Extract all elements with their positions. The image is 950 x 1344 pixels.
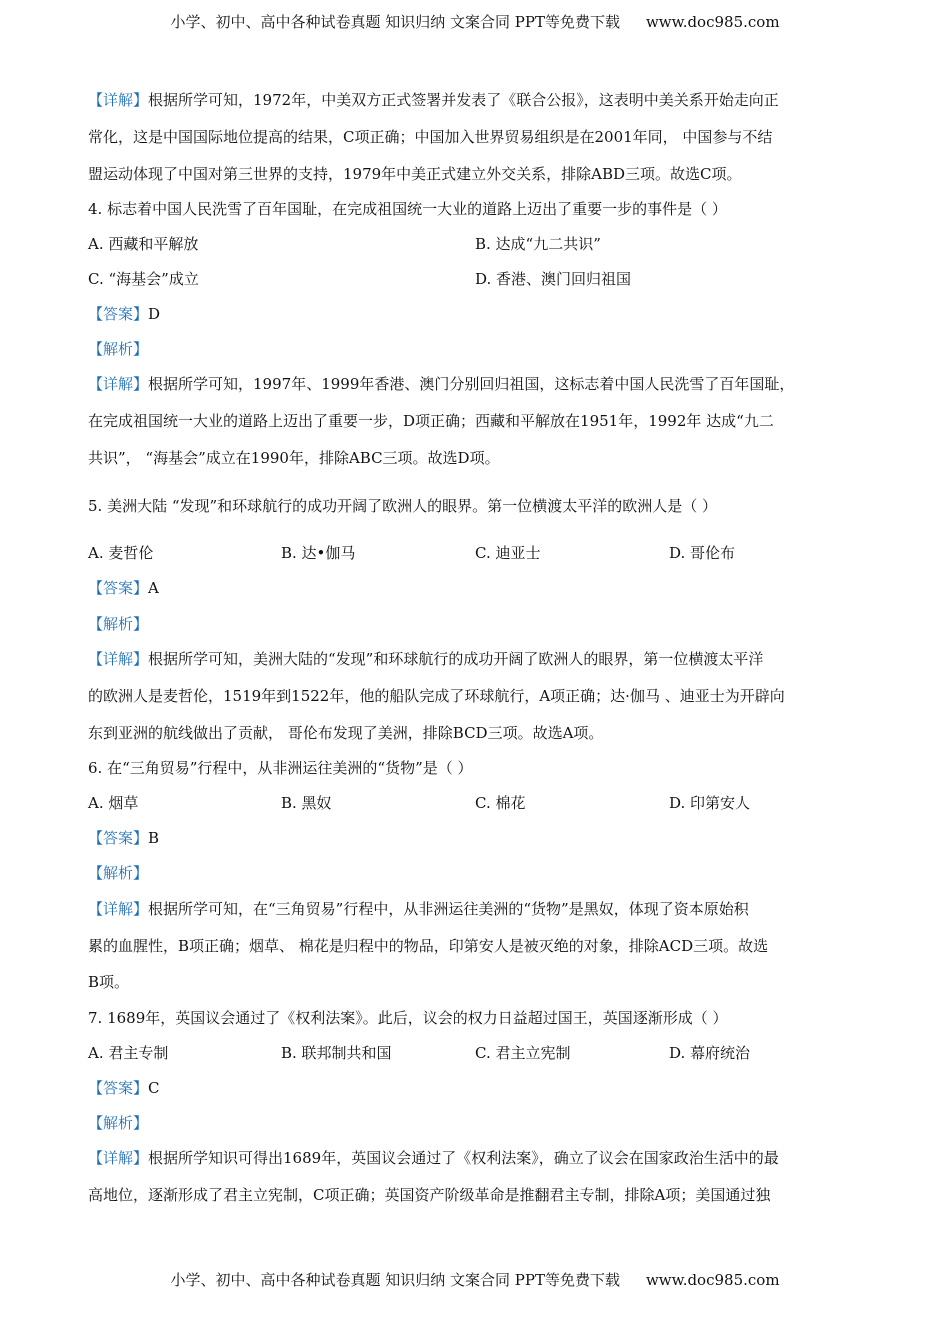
q5-answer: 【答案】A <box>88 579 159 597</box>
q4-detail-line: 在完成祖国统一大业的道路上迈出了重要一步，D项正确；西藏和平解放在1951年，1992年 达成“九二 <box>88 412 774 430</box>
q6-detail-line: 累的血腥性，B项正确；烟草、 棉花是归程中的物品，印第安人是被灭绝的对象，排除ACD三项。故选 <box>88 937 769 955</box>
q3-detail-line: 常化，这是中国国际地位提高的结果，C项正确；中国加入世界贸易组织是在2001年同， 中国参与不结 <box>88 128 773 146</box>
page-footer <box>0 1270 950 1290</box>
q6-option-a: A. 烟草 <box>88 794 139 812</box>
q6-option-b: B. 黑奴 <box>281 794 332 812</box>
answer-label: 【答案】 <box>88 579 149 597</box>
q4-option-d: D. 香港、澳门回归祖国 <box>475 270 632 288</box>
q5-option-c: C. 迪亚士 <box>475 544 541 562</box>
header-text: 小学、初中、高中各种试卷真题 知识归纳 文案合同 PPT等免费下载 <box>170 13 620 31</box>
q3-detail-line: 【详解】根据所学可知，1972年，中美双方正式签署并发表了《联合公报》，这表明中美关系开始走向正 <box>88 91 779 109</box>
q7-answer: 【答案】C <box>88 1079 160 1097</box>
q5-detail-line: 【详解】根据所学可知，美洲大陆的“发现”和环球航行的成功开阔了欧洲人的眼界，第一位横渡太平洋 <box>88 650 764 668</box>
detail-label: 【详解】 <box>88 900 149 918</box>
answer-label: 【答案】 <box>88 829 149 847</box>
detail-label: 【详解】 <box>88 91 149 109</box>
detail-label: 【详解】 <box>88 375 149 393</box>
q6-stem: 6. 在“三角贸易”行程中，从非洲运往美洲的“货物”是（ ） <box>88 759 473 777</box>
q7-option-d: D. 幕府统治 <box>669 1044 751 1062</box>
q6-analysis-label: 【解析】 <box>88 864 149 882</box>
q4-option-c: C. “海基会”成立 <box>88 270 199 288</box>
q6-answer: 【答案】B <box>88 829 160 847</box>
q4-detail-line: 【详解】根据所学可知，1997年、1999年香港、澳门分别回归祖国，这标志着中国人民洗雪了百年国耻， <box>88 375 795 393</box>
q5-option-a: A. 麦哲伦 <box>88 544 154 562</box>
q4-option-b: B. 达成“九二共识” <box>475 235 601 253</box>
q7-option-c: C. 君主立宪制 <box>475 1044 571 1062</box>
q6-detail-line: B项。 <box>88 973 130 991</box>
q3-detail-line: 盟运动体现了中国对第三世界的支持，1979年中美正式建立外交关系，排除ABD三项。故选C项。 <box>88 165 742 183</box>
q7-detail-line: 高地位，逐渐形成了君主立宪制，C项正确；英国资产阶级革命是推翻君主专制，排除A项；美国通过独 <box>88 1186 771 1204</box>
q6-detail-line: 【详解】根据所学可知，在“三角贸易”行程中，从非洲运往美洲的“货物”是黑奴，体现了资本原始积 <box>88 900 749 918</box>
q7-option-b: B. 联邦制共和国 <box>281 1044 392 1062</box>
footer-url[interactable]: www.doc985.com <box>645 1271 780 1289</box>
q7-stem: 7. 1689年，英国议会通过了《权利法案》。此后，议会的权力日益超过国王，英国逐渐形成（ ） <box>88 1009 728 1027</box>
answer-label: 【答案】 <box>88 1079 149 1097</box>
q7-option-a: A. 君主专制 <box>88 1044 169 1062</box>
detail-label: 【详解】 <box>88 650 149 668</box>
q5-detail-line: 的欧洲人是麦哲伦，1519年到1522年，他的船队完成了环球航行，A项正确；达·伽马 、迪亚士为开辟向 <box>88 687 785 705</box>
q5-option-b: B. 达•伽马 <box>281 544 356 562</box>
header-url[interactable]: www.doc985.com <box>645 13 780 31</box>
answer-label: 【答案】 <box>88 305 149 323</box>
q5-detail-line: 东到亚洲的航线做出了贡献， 哥伦布发现了美洲，排除BCD三项。故选A项。 <box>88 724 604 742</box>
detail-label: 【详解】 <box>88 1149 149 1167</box>
q5-analysis-label: 【解析】 <box>88 615 149 633</box>
q5-stem: 5. 美洲大陆 “发现”和环球航行的成功开阔了欧洲人的眼界。第一位横渡太平洋的欧洲人是（ ） <box>88 497 717 515</box>
page-header <box>0 12 950 32</box>
q6-option-d: D. 印第安人 <box>669 794 751 812</box>
q6-option-c: C. 棉花 <box>475 794 526 812</box>
q7-detail-line: 【详解】根据所学知识可得出1689年，英国议会通过了《权利法案》，确立了议会在国家政治生活中的最 <box>88 1149 779 1167</box>
q4-stem: 4. 标志着中国人民洗雪了百年国耻，在完成祖国统一大业的道路上迈出了重要一步的事件是（ ） <box>88 200 727 218</box>
q5-option-d: D. 哥伦布 <box>669 544 736 562</box>
q4-option-a: A. 西藏和平解放 <box>88 235 199 253</box>
q4-analysis-label: 【解析】 <box>88 340 149 358</box>
footer-text: 小学、初中、高中各种试卷真题 知识归纳 文案合同 PPT等免费下载 <box>170 1271 620 1289</box>
q4-detail-line: 共识”， “海基会”成立在1990年，排除ABC三项。故选D项。 <box>88 449 500 467</box>
q7-analysis-label: 【解析】 <box>88 1114 149 1132</box>
q4-answer: 【答案】D <box>88 305 161 323</box>
